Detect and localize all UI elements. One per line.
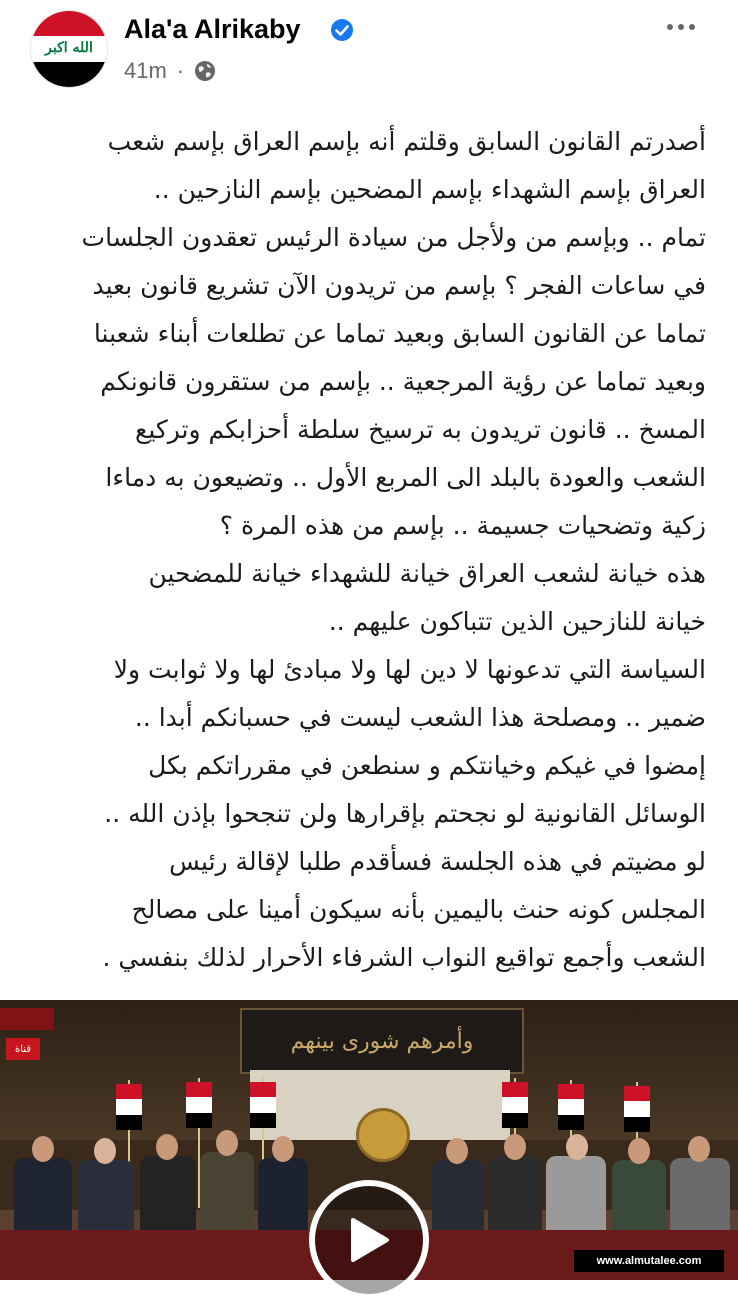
post-body-text (20, 118, 706, 988)
post-text-line: السياسة التي تدعونها لا دين لها ولا مبادئ لها ولا ثوابت ولا (113, 655, 706, 684)
post-text-line: ضمير .. ومصلحة هذا الشعب ليست في حسبانكم أبدا .. (134, 703, 706, 732)
hall-banner-text: وأمرهم شورى بينهم (240, 1008, 524, 1074)
post-text-line: زكية وتضحيات جسيمة .. بإسم من هذه المرة ؟ (219, 511, 706, 540)
author-name[interactable]: Ala'a Alrikaby (124, 14, 301, 44)
play-icon (347, 1216, 391, 1264)
watermark-text: www.almutalee.com (574, 1250, 724, 1272)
post-text-line: وبعيد تماما عن رؤية المرجعية .. بإسم من ستقرون قانونكم (100, 367, 706, 396)
post-text-line: المسخ .. قانون تريدون به ترسيخ سلطة أحزابكم وتركيع (135, 415, 706, 444)
post-meta (124, 58, 216, 84)
post-text-line: العراق بإسم الشهداء بإسم المضحين بإسم النازحين .. (153, 175, 706, 204)
post-text-line: في ساعات الفجر ؟ بإسم من تريدون الآن تشريع قانون بعيد (92, 271, 706, 300)
post-text-line: الوسائل القانونية لو نجحتم بإقرارها ولن تنجحوا بإذن الله .. (104, 799, 706, 828)
post-text-line: الشعب وأجمع تواقيع النواب الشرفاء الأحرار لذلك بنفسي . (102, 943, 706, 972)
post-text-line: لو مضيتم في هذه الجلسة فسأقدم طلبا لإقالة رئيس (169, 847, 706, 876)
post-text-line: المجلس كونه حنث باليمين بأنه سيكون أمينا على مصالح (131, 895, 706, 924)
post-text-line: خيانة للنازحين الذين تتباكون عليهم .. (328, 607, 706, 636)
post-text-line: أصدرتم القانون السابق وقلتم أنه بإسم العراق بإسم شعب (107, 127, 706, 156)
post-header (0, 0, 738, 100)
separator-dot: · (176, 58, 185, 83)
more-options-button[interactable] (663, 12, 699, 42)
timestamp[interactable]: 41m (124, 58, 167, 83)
avatar[interactable] (30, 10, 108, 88)
verified-badge-icon (330, 18, 354, 42)
post-text-line: تماما عن القانون السابق وبعيد تماما عن تطلعات أبناء شعبنا (93, 319, 706, 348)
post-text-line: هذه خيانة لشعب العراق خيانة للشهداء خيانة للمضحين (148, 559, 706, 588)
play-button[interactable] (309, 1180, 429, 1300)
emblem-icon (356, 1108, 410, 1162)
globe-icon (194, 60, 216, 82)
channel-logo-icon: قناة (6, 1038, 40, 1060)
post-text-line: الشعب والعودة بالبلد الى المربع الأول .. وتضيعون به دماءا (105, 463, 706, 492)
post-text-line: تمام .. وبإسم من ولأجل من سيادة الرئيس تعقدون الجلسات (81, 223, 706, 252)
avatar-flag-text: الله اكبر (45, 40, 93, 57)
more-options-icon (667, 24, 673, 30)
post-text-line: إمضوا في غيكم وخيانتكم و سنطعن في مقرراتكم بكل (148, 751, 706, 780)
